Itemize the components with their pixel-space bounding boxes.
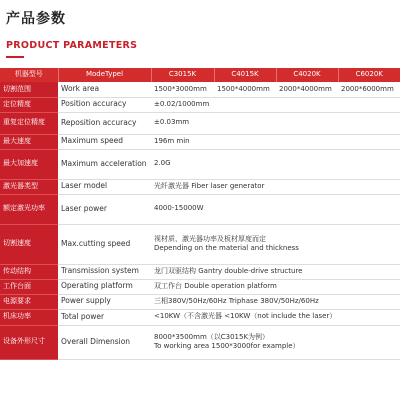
row-value-line: 8000*3500mm（以C3015K为例） xyxy=(154,332,270,341)
row-label-cn: 工作台面 xyxy=(0,279,58,294)
row-label-en: Maximum speed xyxy=(61,136,123,146)
page-subtitle: PRODUCT PARAMETERS xyxy=(6,40,138,51)
header-en: ModeTypel xyxy=(58,68,151,82)
row-value: 2000*6000mm xyxy=(341,84,394,93)
row-label-cn: 激光器类型 xyxy=(0,179,58,194)
table-row xyxy=(0,325,400,359)
row-label-cn: 最大加速度 xyxy=(0,149,58,179)
table-row xyxy=(0,294,400,309)
table-row xyxy=(0,97,400,112)
row-value: ±0.02/1000mm xyxy=(154,99,210,108)
table-row xyxy=(0,82,400,97)
table-row xyxy=(0,194,400,224)
header-cn: 机器型号 xyxy=(0,68,58,82)
row-label-cn: 传动结构 xyxy=(0,264,58,279)
row-value: 2000*4000mm xyxy=(279,84,332,93)
row-label-en: Reposition accuracy xyxy=(61,117,137,127)
header-model: C4015K xyxy=(214,68,276,82)
table-row xyxy=(0,224,400,264)
table-row xyxy=(0,134,400,149)
title-underline xyxy=(6,56,24,58)
row-label-en: Total power xyxy=(61,311,105,321)
row-value-line: To working area 1500*3000for example） xyxy=(154,342,300,350)
table-row xyxy=(0,309,400,325)
row-label-en: Transmission system xyxy=(61,266,139,276)
row-label-cn: 定位精度 xyxy=(0,97,58,112)
row-label-en: Laser power xyxy=(61,203,107,213)
table-row xyxy=(0,112,400,134)
row-label-cn: 切割范围 xyxy=(0,82,58,97)
row-value: 龙门双驱结构 Gantry double-drive structure xyxy=(154,266,303,275)
header-model: C3015K xyxy=(151,68,214,82)
table-row xyxy=(0,149,400,179)
row-label-en: Position accuracy xyxy=(61,99,127,109)
row-label-en: Max.cutting speed xyxy=(61,238,131,248)
row-value: <10KW（不含激光器 <10KW（not include the laser） xyxy=(154,312,337,321)
row-value-line: 视材质、激光器功率及板材厚度而定 xyxy=(154,234,266,243)
row-label-en: Operating platform xyxy=(61,281,133,291)
row-value: ±0.03mm xyxy=(154,118,190,127)
row-label-cn: 设备外形尺寸 xyxy=(0,325,58,359)
row-label-en: Overall Dimension xyxy=(61,336,131,346)
row-value: 双工作台 Double operation platform xyxy=(154,281,277,290)
header-model: C4020K xyxy=(276,68,338,82)
table-row xyxy=(0,179,400,194)
row-value: 1500*4000mm xyxy=(217,84,270,93)
row-value: 三相380V/50Hz/60Hz Triphase 380V/50Hz/60Hz xyxy=(154,296,319,305)
table-row xyxy=(0,279,400,294)
row-label-cn: 切割速度 xyxy=(0,224,58,264)
header-model: C6020K xyxy=(338,68,400,82)
row-value: 2.0G xyxy=(154,159,171,168)
row-value xyxy=(151,224,400,264)
row-value: 1500*3000mm xyxy=(154,84,207,93)
page-title: 产品参数 xyxy=(6,11,66,27)
row-label-cn: 机床功率 xyxy=(0,309,58,325)
row-value: 196m min xyxy=(154,136,190,145)
row-label-cn: 额定激光功率 xyxy=(0,194,58,224)
row-value-line: Depending on the material and thickness xyxy=(154,244,299,252)
table-row xyxy=(0,264,400,279)
row-label-cn: 重复定位精度 xyxy=(0,112,58,134)
parameters-table xyxy=(0,68,400,360)
row-label-en: Maximum acceleration xyxy=(61,158,147,168)
row-value xyxy=(151,325,400,359)
row-label-cn: 电源要求 xyxy=(0,294,58,309)
row-label-en: Laser model xyxy=(61,181,108,191)
row-label-cn: 最大速度 xyxy=(0,134,58,149)
row-label-en: Power supply xyxy=(61,296,111,306)
row-value: 4000-15000W xyxy=(154,204,204,213)
row-value: 光纤激光器 Fiber laser generator xyxy=(154,181,265,190)
table-header-row xyxy=(0,68,400,82)
row-label-en: Work area xyxy=(61,84,100,94)
